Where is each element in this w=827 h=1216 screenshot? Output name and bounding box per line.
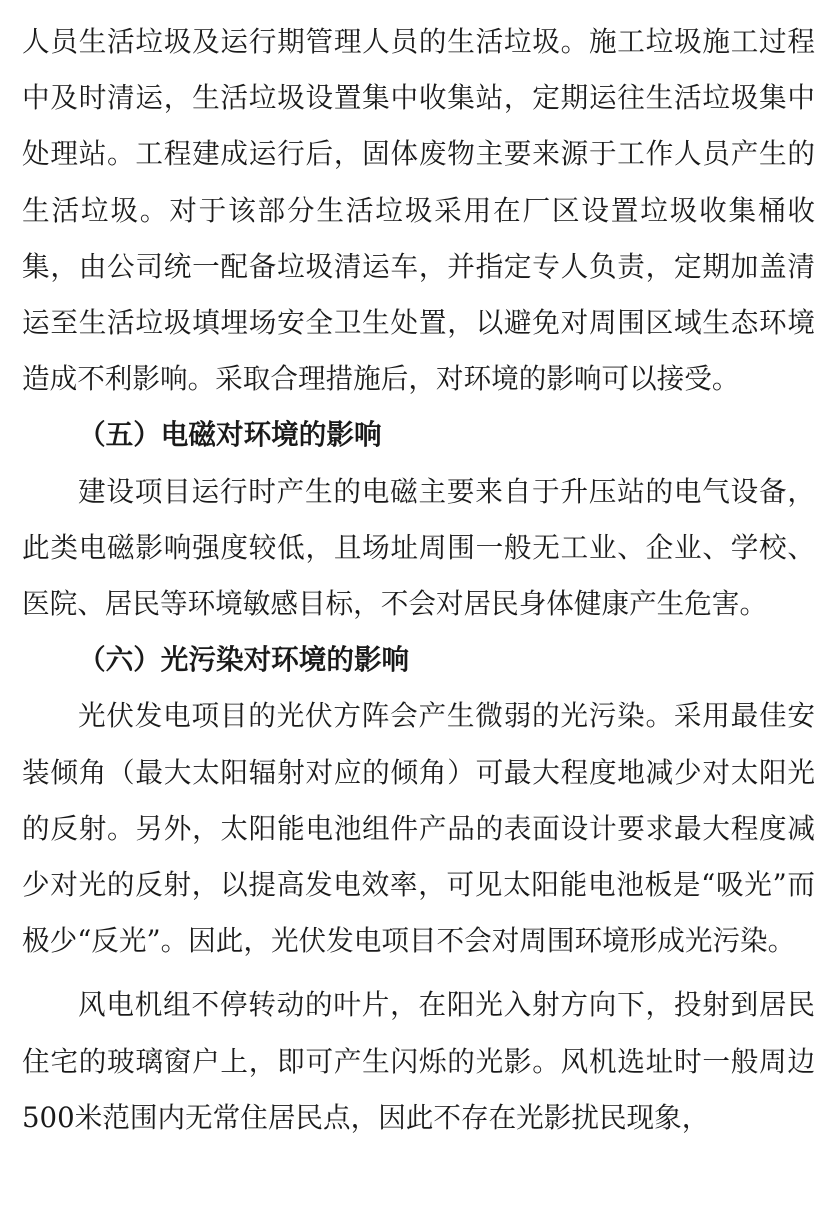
paragraph-electromagnetic: 建设项目运行时产生的电磁主要来自于升压站的电气设备，此类电磁影响强度较低，且场址周围一般无工业、企业、学校、医院、居民等环境敏感目标，不会对居民身体健康产生危害。 [22,474,815,621]
paragraph-gap [22,969,815,977]
paragraph-turbine-shadow: 风电机组不停转动的叶片，在阳光入射方向下，投射到居民住宅的玻璃窗户上，即可产生闪烁的光影。风机选址时一般周边500米范围内无常住居民点，因此不存在光影扰民现象， [22,988,815,1134]
paragraph-solid-waste: 人员生活垃圾及运行期管理人员的生活垃圾。施工垃圾施工过程中及时清运，生活垃圾设置集中收集站，定期运往生活垃圾集中处理站。工程建成运行后，固体废物主要来源于工作人员产生的生活垃圾。对于该部分生活垃圾采用在厂区设置垃圾收集桶收集，由公司统一配备垃圾清运车，并指定专人负责，定期加盖清运至生活垃圾填埋场安全卫生处置，以避免对周围区域生态环境造成不利影响。采取合理措施后，对环境的影响可以接受。 [22,25,815,396]
section-heading-light-pollution: （六）光污染对环境的影响 [78,643,410,677]
paragraph-light-pollution: 光伏发电项目的光伏方阵会产生微弱的光污染。采用最佳安装倾角（最大太阳辐射对应的倾角）可最大程度地减少对太阳光的反射。另外，太阳能电池组件产品的表面设计要求最大程度减少对光的反射，以提高发电效率，可见太阳能电池板是“吸光”而极少“反光”。因此，光伏发电项目不会对周围环境形成光污染。 [22,699,815,958]
section-heading-electromagnetic: （五）电磁对环境的影响 [78,418,382,452]
